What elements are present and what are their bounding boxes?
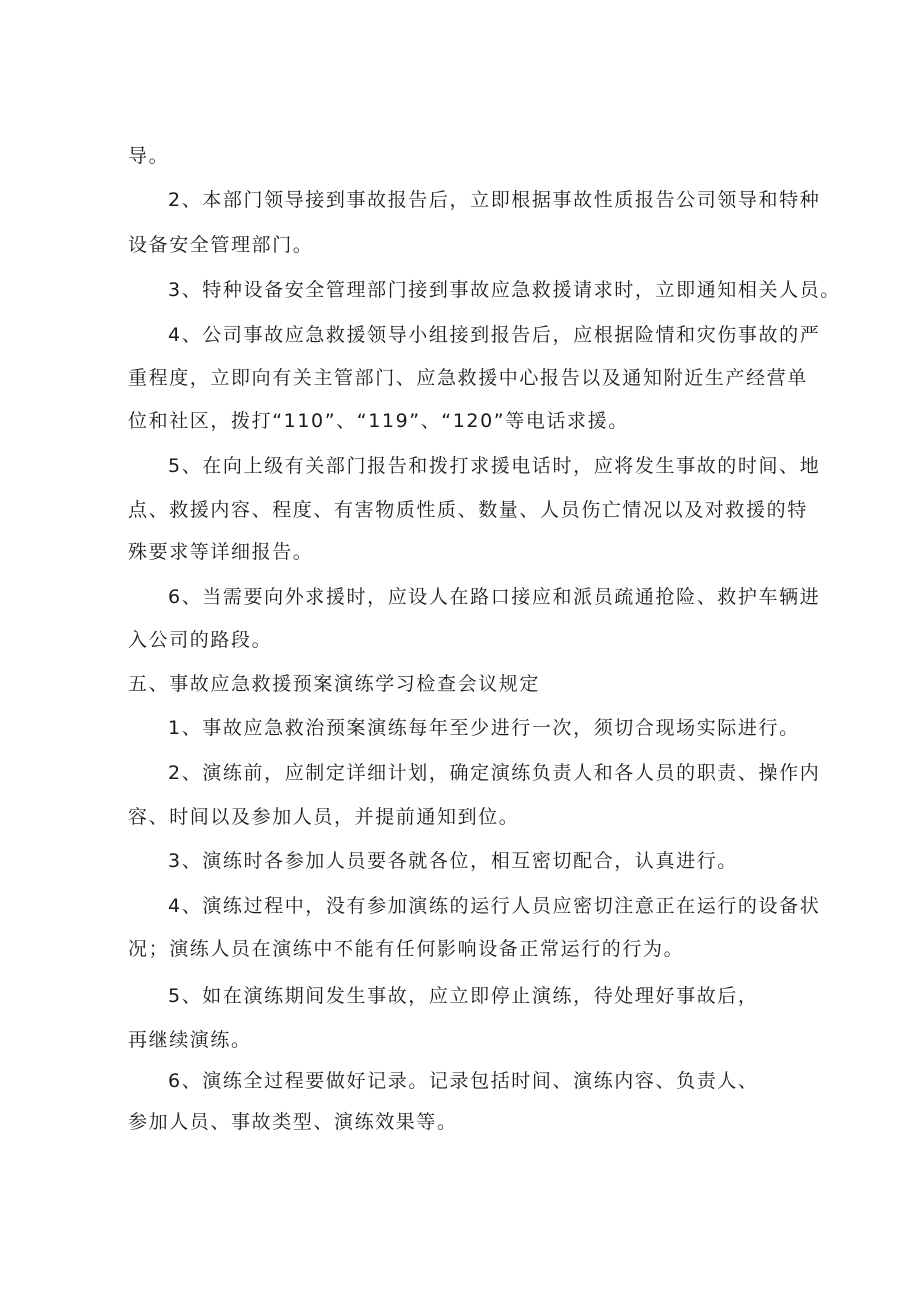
- section-heading: 五、事故应急救援预案演练学习检查会议规定: [128, 673, 541, 695]
- text-line: 4、演练过程中，没有参加演练的运行人员应密切注意正在运行的设备状: [168, 895, 821, 917]
- text-line: 4、公司事故应急救援领导小组接到报告后，应根据险情和灾伤事故的严: [168, 324, 821, 346]
- text-line: 2、本部门领导接到事故报告后，立即根据事故性质报告公司领导和特种: [168, 189, 821, 211]
- text-line: 设备安全管理部门。: [128, 234, 314, 256]
- text-line: 1、事故应急救治预案演练每年至少进行一次，须切合现场实际进行。: [168, 717, 800, 739]
- text-line: 3、演练时各参加人员要各就各位，相互密切配合，认真进行。: [168, 850, 738, 872]
- text-line: 再继续演练。: [128, 1029, 252, 1051]
- text-line: 6、当需要向外求援时，应设人在路口接应和派员疏通抢险、救护车辆进: [168, 586, 821, 608]
- text-line: 参加人员、事故类型、演练效果等。: [128, 1111, 458, 1133]
- text-line: 导。: [128, 145, 170, 167]
- text-line: 6、演练全过程要做好记录。记录包括时间、演练内容、负责人、: [168, 1070, 759, 1092]
- text-line: 重程度，立即向有关主管部门、应急救援中心报告以及通知附近生产经营单: [128, 367, 808, 389]
- text-line: 容、时间以及参加人员，并提前通知到位。: [128, 806, 520, 828]
- text-line: 殊要求等详细报告。: [128, 541, 314, 563]
- text-line: 2、演练前，应制定详细计划，确定演练负责人和各人员的职责、操作内: [168, 762, 821, 784]
- text-line: 3、特种设备安全管理部门接到事故应急救援请求时，立即通知相关人员。: [168, 279, 841, 301]
- text-line: 点、救援内容、程度、有害物质性质、数量、人员伤亡情况以及对救援的特: [128, 499, 808, 521]
- text-line: 位和社区，拨打“110”、“119”、“120”等电话求援。: [128, 410, 629, 432]
- text-line: 5、在向上级有关部门报告和拨打求援电话时，应将发生事故的时间、地: [168, 455, 821, 477]
- text-line: 5、如在演练期间发生事故，应立即停止演练，待处理好事故后，: [168, 985, 759, 1007]
- text-line: 况；演练人员在演练中不能有任何影响设备正常运行的行为。: [128, 938, 685, 960]
- text-line: 入公司的路段。: [128, 629, 273, 651]
